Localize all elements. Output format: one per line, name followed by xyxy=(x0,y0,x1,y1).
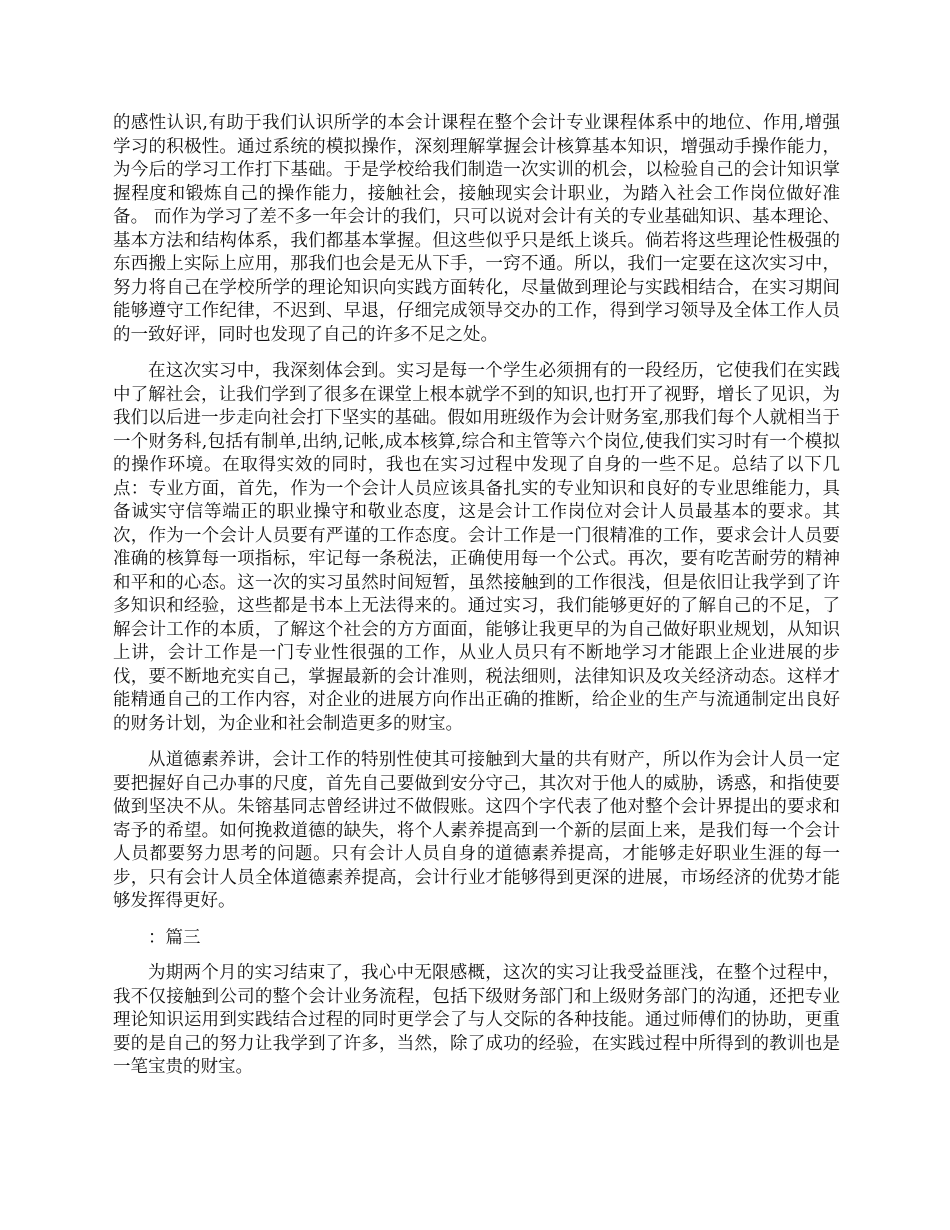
paragraph-part-three: 为期两个月的实习结束了，我心中无限感概，这次的实习让我受益匪浅，在整个过程中，我不仅接触到公司的整个会计业务流程，包括下级财务部门和上级财务部门的沟通，还把专业理论知识运用到实践结合过程的同时更学会了与人交际的各种技能。通过师傅们的协助，更重要的是自己的努力让我学到了许多，当然，除了成功的经验，在实践过程中所得到的教训也是一笔宝贵的财宝。 xyxy=(113,963,840,1077)
paragraph-internship-reflection: 在这次实习中，我深刻体会到。实习是每一个学生必须拥有的一段经历，它使我们在实践中了解社会，让我们学到了很多在课堂上根本就学不到的知识,也打开了视野，增长了见识，为我们以后进一步走向社会打下坚实的基础。假如用班级作为会计财务室,那我们每个人就相当于一个财务科,包括有制单,出纳,记帐,成本核算,综合和主管等六个岗位,使我们实习时有一个模拟的操作环境。在取得实效的同时，我也在实习过程中发现了自身的一些不足。总结了以下几点：专业方面，首先，作为一个会计人员应该具备扎实的专业知识和良好的专业思维能力，具备诚实守信等端正的职业操守和敬业态度，这是会计工作岗位对会计人员最基本的要求。其次，作为一个会计人员要有严谨的工作态度。会计工作是一门很精准的工作，要求会计人员要准确的核算每一项指标，牢记每一条税法，正确使用每一个公式。再次，要有吃苦耐劳的精神和平和的心态。这一次的实习虽然时间短暂，虽然接触到的工作很浅，但是依旧让我学到了许多知识和经验，这些都是书本上无法得来的。通过实习，我们能够更好的了解自己的不足，了解会计工作的本质，了解这个社会的方方面面，能够让我更早的为自己做好职业规划，从知识上讲，会计工作是一门专业性很强的工作，从业人员只有不断地学习才能跟上企业进展的步伐，要不断地充实自己，掌握最新的会计准则，税法细则，法律知识及攻关经济动态。这样才能精通自己的工作内容，对企业的进展方向作出正确的推断，给企业的生产与流通制定出良好的财务计划，为企业和社会制造更多的财宝。 xyxy=(113,361,840,734)
paragraph-continuation: 的感性认识,有助于我们认识所学的本会计课程在整个会计专业课程体系中的地位、作用,增强学习的积极性。通过系统的模拟操作，深刻理解掌握会计核算基本知识，增强动手操作能力，为今后的学习工作打下基础。于是学校给我们制造一次实训的机会，以检验自己的会计知识掌握程度和锻炼自己的操作能力，接触社会，接触现实会计职业，为踏入社会工作岗位做好准备。 而作为学习了差不多一年会计的我们，只可以说对会计有关的专业基础知识、基本理论、基本方法和结构体系，我们都基本掌握。但这些似乎只是纸上谈兵。倘若将这些理论性极强的东西搬上实际上应用，那我们也会是无从下手，一窍不通。所以，我们一定要在这次实习中，努力将自己在学校所学的理论知识向实践方面转化，尽量做到理论与实践相结合，在实习期间能够遵守工作纪律，不迟到、早退，仔细完成领导交办的工作，得到学习领导及全体工作人员的一致好评，同时也发现了自己的许多不足之处。 xyxy=(113,113,840,345)
document-page xyxy=(113,112,840,1093)
section-heading: ：篇三 xyxy=(148,927,201,948)
paragraph-ethics: 从道德素养讲，会计工作的特别性使其可接触到大量的共有财产，所以作为会计人员一定要把握好自己办事的尺度，首先自己要做到安分守己，其次对于他人的威胁，诱惑，和指使要做到坚决不从。朱镕基同志曾经讲过不做假账。这四个字代表了他对整个会计界提出的要求和寄予的希望。如何挽救道德的缺失，将个人素养提高到一个新的层面上来，是我们每一个会计人员都要努力思考的问题。只有会计人员自身的道德素养提高，才能够走好职业生涯的每一步，只有会计人员全体道德素养提高，会计行业才能够得到更深的进展，市场经济的优势才能够发挥得更好。 xyxy=(113,750,840,911)
